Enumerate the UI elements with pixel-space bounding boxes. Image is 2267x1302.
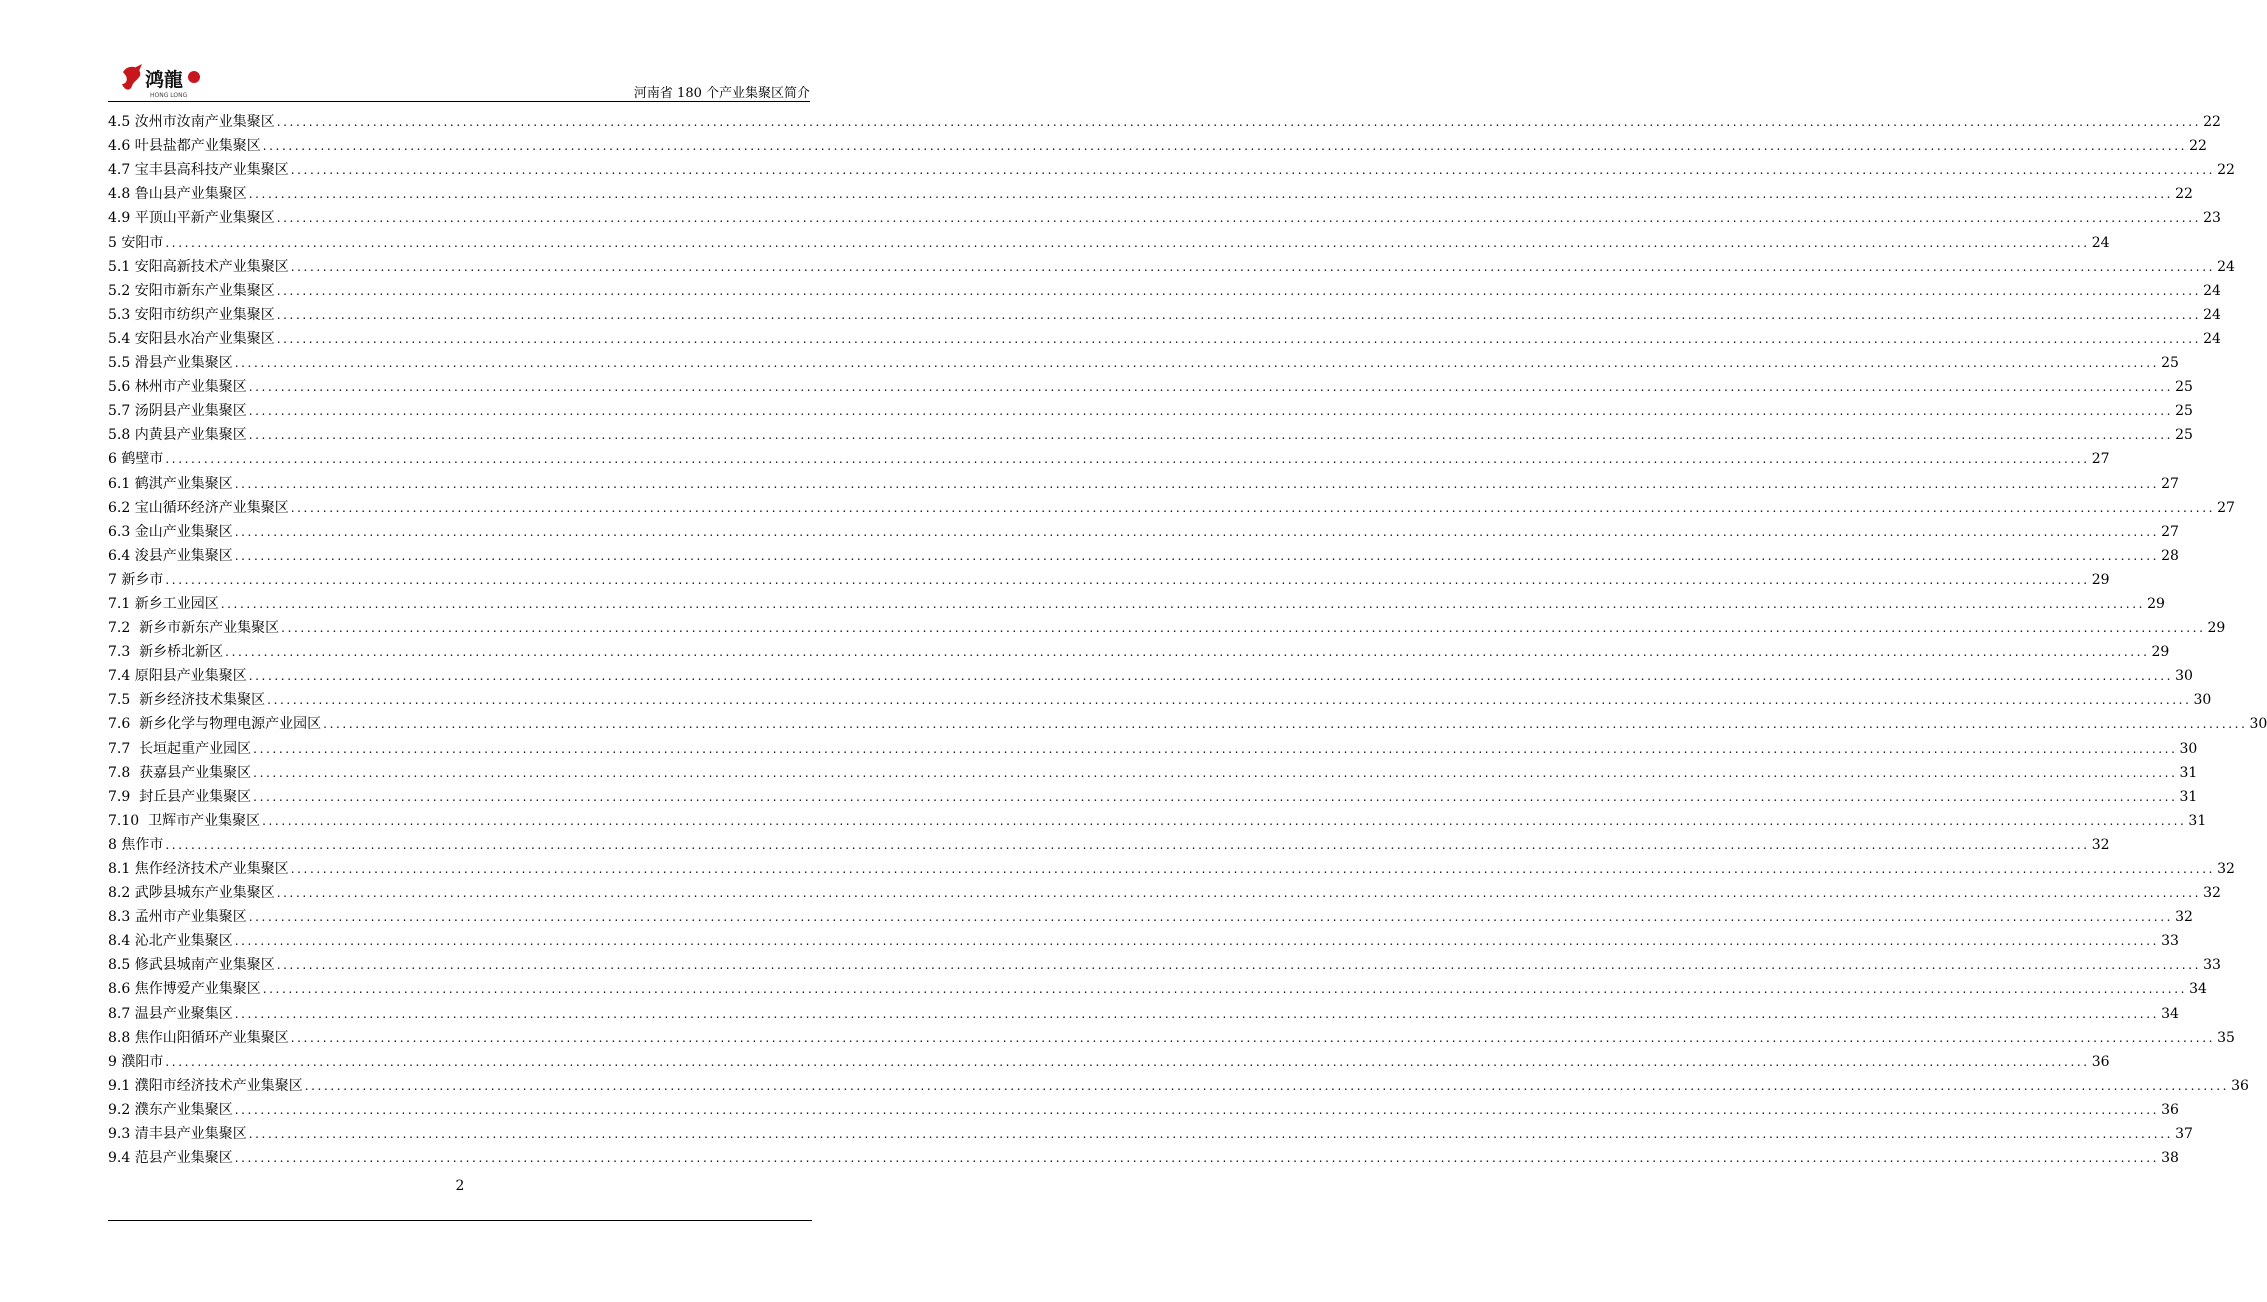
toc-entry[interactable] (108, 612, 2226, 637)
toc-entry-label: 7.5 新乡经济技术集聚区 (108, 692, 266, 709)
toc-entry-page: 31 (2179, 764, 2198, 781)
toc-entry[interactable] (108, 732, 2198, 757)
toc-entry[interactable] (108, 588, 2165, 612)
toc-leader-dots: ............................................................................................................................................................................................................................................................................................................ (290, 259, 2216, 274)
toc-entry[interactable] (108, 202, 2221, 227)
toc-entry-label: 8.3 孟州市产业集聚区 (108, 909, 247, 926)
toc-entry[interactable] (108, 925, 2179, 950)
toc-entry[interactable] (108, 708, 2267, 733)
table-of-contents (108, 106, 2267, 1167)
toc-entry-page: 22 (2203, 114, 2221, 131)
toc-entry-page: 29 (2151, 644, 2170, 661)
toc-entry[interactable] (108, 299, 2221, 323)
toc-leader-dots: ............................................................................................................................................................................................................................................................................................................ (225, 645, 2150, 660)
toc-entry-label: 8.5 修武县城南产业集聚区 (108, 957, 275, 974)
toc-entry-label: 8 焦作市 (108, 836, 164, 853)
logo-brand-en: HONG LONG (150, 92, 188, 99)
toc-entry-page: 29 (2091, 571, 2110, 588)
toc-leader-dots: ............................................................................................................................................................................................................................................................................................................ (234, 548, 2160, 563)
toc-leader-dots: ............................................................................................................................................................................................................................................................................................................ (234, 934, 2160, 949)
toc-entry-page: 38 (2161, 1150, 2179, 1167)
toc-entry-label: 8.4 沁北产业集聚区 (108, 933, 233, 950)
toc-entry[interactable] (108, 564, 2110, 588)
toc-entry-label: 6.3 金山产业集聚区 (108, 523, 233, 540)
toc-leader-dots: ............................................................................................................................................................................................................................................................................................................ (234, 1102, 2160, 1117)
toc-entry-label: 7.7 长垣起重产业园区 (108, 740, 252, 757)
toc-entry-label: 5 安阳市 (108, 234, 164, 251)
toc-leader-dots: ............................................................................................................................................................................................................................................................................................................ (248, 910, 2174, 925)
toc-leader-dots: ............................................................................................................................................................................................................................................................................................................ (290, 500, 2216, 515)
toc-leader-dots: ............................................................................................................................................................................................................................................................................................................ (165, 1054, 2090, 1069)
toc-entry[interactable] (108, 154, 2235, 179)
toc-entry-label: 9.3 清丰县产业集聚区 (108, 1126, 247, 1143)
toc-entry-page: 22 (2189, 138, 2207, 155)
toc-entry[interactable] (108, 829, 2110, 853)
toc-leader-dots: ............................................................................................................................................................................................................................................................................................................ (281, 621, 2206, 636)
toc-entry[interactable] (108, 419, 2193, 444)
toc-entry-label: 7.8 获嘉县产业集聚区 (108, 764, 252, 781)
toc-entry-page: 25 (2161, 355, 2179, 372)
toc-entry-label: 4.6 叶县盐都产业集聚区 (108, 138, 261, 155)
toc-entry-page: 28 (2161, 547, 2179, 564)
toc-entry[interactable] (108, 516, 2179, 540)
toc-leader-dots: ............................................................................................................................................................................................................................................................................................................ (248, 404, 2174, 419)
toc-entry-label: 4.9 平顶山平新产业集聚区 (108, 210, 275, 227)
toc-entry-page: 32 (2091, 836, 2110, 853)
toc-entry[interactable] (108, 805, 2207, 829)
toc-leader-dots: ............................................................................................................................................................................................................................................................................................................ (276, 307, 2202, 322)
toc-entry-label: 7.10 卫辉市产业集聚区 (108, 812, 261, 829)
toc-entry-label: 9.4 范县产业集聚区 (108, 1150, 233, 1167)
toc-entry-label: 8.1 焦作经济技术产业集聚区 (108, 861, 289, 877)
toc-entry-page: 22 (2217, 162, 2235, 179)
toc-entry[interactable] (108, 492, 2235, 516)
toc-entry-label: 8.7 温县产业聚集区 (108, 1005, 233, 1022)
toc-leader-dots: ............................................................................................................................................................................................................................................................................................................ (323, 717, 2248, 732)
toc-entry-page: 33 (2203, 957, 2221, 974)
toc-leader-dots: ............................................................................................................................................................................................................................................................................................................ (248, 187, 2174, 202)
toc-entry-page: 37 (2175, 1126, 2193, 1143)
toc-entry-page: 23 (2203, 210, 2221, 227)
toc-entry-label: 4.7 宝丰县高科技产业集聚区 (108, 162, 289, 179)
toc-entry-page: 35 (2217, 1029, 2235, 1046)
toc-entry[interactable] (108, 973, 2207, 998)
toc-leader-dots: ............................................................................................................................................................................................................................................................................................................ (253, 741, 2178, 756)
toc-entry-label: 7 新乡市 (108, 571, 164, 588)
toc-leader-dots: ............................................................................................................................................................................................................................................................................................................ (220, 596, 2146, 611)
toc-entry-label: 9.1 濮阳市经济技术产业集聚区 (108, 1077, 303, 1094)
toc-entry[interactable] (108, 1142, 2179, 1167)
toc-leader-dots: ............................................................................................................................................................................................................................................................................................................ (234, 524, 2160, 539)
toc-leader-dots: ............................................................................................................................................................................................................................................................................................................ (276, 115, 2202, 130)
toc-entry-label: 5.5 滑县产业集聚区 (108, 355, 233, 372)
toc-leader-dots: ............................................................................................................................................................................................................................................................................................................ (290, 1030, 2216, 1045)
toc-entry-page: 32 (2175, 909, 2193, 926)
toc-entry[interactable] (108, 684, 2212, 709)
toc-entry-page: 25 (2175, 403, 2193, 420)
toc-entry-label: 6.1 鹤淇产业集聚区 (108, 475, 233, 492)
toc-entry-page: 25 (2175, 427, 2193, 444)
toc-leader-dots: ............................................................................................................................................................................................................................................................................................................ (304, 1078, 2230, 1093)
toc-entry-label: 7.4 原阳县产业集聚区 (108, 668, 247, 685)
toc-entry[interactable] (108, 347, 2179, 372)
toc-leader-dots: ............................................................................................................................................................................................................................................................................................................ (234, 1006, 2160, 1021)
toc-entry[interactable] (108, 1046, 2110, 1070)
toc-entry-label: 4.5 汝州市汝南产业集聚区 (108, 114, 275, 131)
toc-entry[interactable] (108, 323, 2221, 347)
toc-entry-label: 6 鹤壁市 (108, 451, 164, 468)
toc-entry[interactable] (108, 275, 2221, 299)
toc-entry[interactable] (108, 949, 2221, 974)
toc-entry[interactable] (108, 1022, 2235, 1046)
toc-entry-page: 27 (2161, 475, 2179, 492)
toc-leader-dots: ............................................................................................................................................................................................................................................................................................................ (234, 1151, 2160, 1166)
toc-leader-dots: ............................................................................................................................................................................................................................................................................................................ (234, 356, 2160, 371)
toc-leader-dots: ............................................................................................................................................................................................................................................................................................................ (262, 139, 2188, 154)
toc-entry-page: 24 (2091, 234, 2110, 251)
toc-entry-page: 30 (2193, 692, 2212, 709)
toc-entry-label: 5.3 安阳市纺织产业集聚区 (108, 306, 275, 323)
toc-entry-label: 5.1 安阳高新技术产业集聚区 (108, 258, 289, 275)
toc-entry-label: 7.2 新乡市新东产业集聚区 (108, 620, 280, 637)
toc-entry[interactable] (108, 877, 2221, 902)
toc-entry-label: 8.6 焦作博爱产业集聚区 (108, 981, 261, 998)
toc-entry-page: 29 (2207, 620, 2226, 637)
toc-entry-label: 5.7 汤阴县产业集聚区 (108, 403, 247, 420)
toc-entry[interactable] (108, 226, 2110, 251)
toc-entry-label: 9 濮阳市 (108, 1053, 164, 1070)
toc-leader-dots: ............................................................................................................................................................................................................................................................................................................ (276, 283, 2202, 298)
toc-entry[interactable] (108, 106, 2221, 131)
footer-divider (108, 1220, 812, 1221)
toc-leader-dots: ............................................................................................................................................................................................................................................................................................................ (276, 211, 2202, 226)
toc-leader-dots: ............................................................................................................................................................................................................................................................................................................ (253, 765, 2178, 780)
toc-leader-dots: ............................................................................................................................................................................................................................................................................................................ (253, 789, 2178, 804)
toc-entry[interactable] (108, 467, 2179, 492)
toc-leader-dots: ............................................................................................................................................................................................................................................................................................................ (276, 958, 2202, 973)
toc-entry-page: 29 (2147, 595, 2165, 612)
toc-entry[interactable] (108, 660, 2193, 685)
toc-leader-dots: ............................................................................................................................................................................................................................................................................................................ (262, 982, 2188, 997)
toc-entry-page: 24 (2217, 258, 2235, 275)
toc-entry-page: 36 (2231, 1077, 2249, 1094)
toc-entry-page: 36 (2161, 1101, 2179, 1118)
toc-leader-dots: ............................................................................................................................................................................................................................................................................................................ (248, 380, 2174, 395)
toc-leader-dots: ............................................................................................................................................................................................................................................................................................................ (248, 428, 2174, 443)
toc-entry-label: 5.6 林州市产业集聚区 (108, 379, 247, 396)
toc-entry[interactable] (108, 853, 2235, 877)
toc-entry-page: 33 (2161, 933, 2179, 950)
toc-entry-page: 36 (2091, 1053, 2110, 1070)
toc-entry[interactable] (108, 781, 2198, 805)
toc-leader-dots: ............................................................................................................................................................................................................................................................................................................ (276, 886, 2202, 901)
toc-leader-dots: ............................................................................................................................................................................................................................................................................................................ (290, 862, 2216, 876)
toc-entry-page: 22 (2175, 186, 2193, 203)
toc-leader-dots: ............................................................................................................................................................................................................................................................................................................ (165, 572, 2090, 587)
toc-entry[interactable] (108, 371, 2193, 396)
toc-entry-label: 7.9 封丘县产业集聚区 (108, 788, 252, 805)
toc-entry[interactable] (108, 1094, 2179, 1118)
toc-entry[interactable] (108, 443, 2110, 468)
toc-entry-page: 25 (2175, 379, 2193, 396)
toc-entry[interactable] (108, 757, 2198, 781)
toc-entry-page: 30 (2179, 740, 2198, 757)
toc-entry[interactable] (108, 251, 2235, 275)
toc-entry[interactable] (108, 997, 2179, 1022)
toc-entry-label: 7.1 新乡工业园区 (108, 595, 219, 612)
toc-entry-label: 7.3 新乡桥北新区 (108, 644, 224, 661)
toc-entry-page: 24 (2203, 282, 2221, 299)
toc-entry-page: 32 (2217, 861, 2235, 877)
toc-leader-dots: ............................................................................................................................................................................................................................................................................................................ (276, 331, 2202, 346)
toc-entry-page: 24 (2203, 306, 2221, 323)
toc-entry-page: 30 (2175, 668, 2193, 685)
toc-entry-label: 7.6 新乡化学与物理电源产业园区 (108, 716, 322, 733)
toc-entry-label: 4.8 鲁山县产业集聚区 (108, 186, 247, 203)
toc-entry-page: 24 (2203, 330, 2221, 347)
toc-entry[interactable] (108, 178, 2193, 203)
toc-entry-page: 30 (2249, 716, 2267, 733)
toc-leader-dots: ............................................................................................................................................................................................................................................................................................................ (248, 1127, 2174, 1142)
toc-leader-dots: ............................................................................................................................................................................................................................................................................................................ (267, 693, 2192, 708)
document-header-title: 河南省 180 个产业集聚区简介 (633, 86, 810, 101)
toc-leader-dots: ............................................................................................................................................................................................................................................................................................................ (234, 476, 2160, 491)
brand-logo (120, 62, 202, 100)
toc-entry-label: 6.2 宝山循环经济产业集聚区 (108, 499, 289, 516)
toc-entry-label: 6.4 浚县产业集聚区 (108, 547, 233, 564)
toc-entry-page: 34 (2189, 981, 2207, 998)
toc-entry-page: 27 (2091, 451, 2110, 468)
toc-entry-label: 5.4 安阳县水冶产业集聚区 (108, 330, 275, 347)
toc-entry-label: 9.2 濮东产业集聚区 (108, 1101, 233, 1118)
toc-entry[interactable] (108, 901, 2193, 926)
toc-leader-dots: ............................................................................................................................................................................................................................................................................................................ (165, 235, 2090, 250)
toc-entry-page: 31 (2179, 788, 2198, 805)
toc-entry-page: 27 (2217, 499, 2235, 516)
toc-entry-page: 32 (2203, 885, 2221, 902)
toc-entry[interactable] (108, 1118, 2193, 1143)
toc-entry[interactable] (108, 540, 2179, 564)
page-number: 2 (455, 1178, 465, 1194)
toc-leader-dots: ............................................................................................................................................................................................................................................................................................................ (165, 452, 2090, 467)
toc-entry-page: 27 (2161, 523, 2179, 540)
toc-leader-dots: ............................................................................................................................................................................................................................................................................................................ (290, 163, 2216, 178)
toc-entry-label: 5.8 内黄县产业集聚区 (108, 427, 247, 444)
toc-entry[interactable] (108, 1070, 2249, 1094)
toc-entry[interactable] (108, 395, 2193, 420)
dragon-logo-icon (120, 62, 202, 100)
header-divider (108, 101, 810, 102)
toc-entry-label: 5.2 安阳市新东产业集聚区 (108, 282, 275, 299)
toc-leader-dots: ............................................................................................................................................................................................................................................................................................................ (262, 813, 2187, 828)
toc-entry[interactable] (108, 636, 2170, 661)
logo-brand-cn: 鸿龍 (145, 69, 184, 91)
toc-entry[interactable] (108, 130, 2207, 155)
toc-entry-page: 34 (2161, 1005, 2179, 1022)
toc-leader-dots: ............................................................................................................................................................................................................................................................................................................ (248, 669, 2174, 684)
toc-entry-page: 31 (2188, 812, 2207, 829)
toc-leader-dots: ............................................................................................................................................................................................................................................................................................................ (165, 837, 2090, 852)
toc-entry-label: 8.2 武陟县城东产业集聚区 (108, 885, 275, 902)
toc-entry-label: 8.8 焦作山阳循环产业集聚区 (108, 1029, 289, 1046)
